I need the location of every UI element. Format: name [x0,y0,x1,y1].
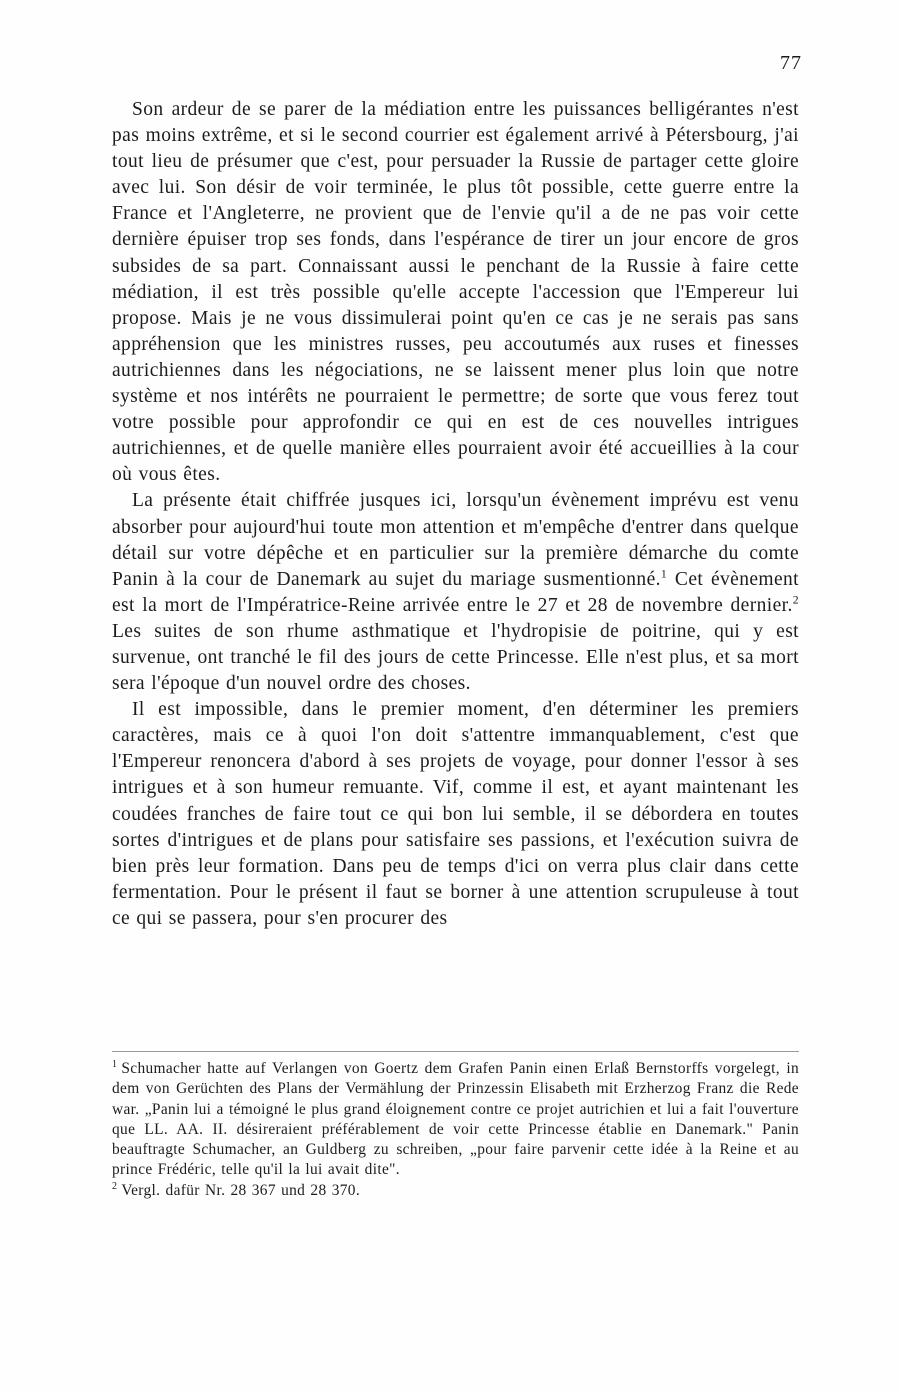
footnote-divider [112,1051,799,1052]
footnote-1-mark: 1 [112,1058,118,1070]
paragraph-2-part-b: Cet évènement est la mort de l'Impératrice-Reine arrivée entre le 27 et 28 de novembre dernier. [112,568,799,616]
paragraph-2-part-c: Les suites de son rhume asthmatique et l'hydropisie de poitrine, qui y est survenue, ont tranché le fil des jours de cette Princesse. Elle n'est plus, et sa mort sera l'époque d'un nouvel ordre des choses. [112,620,799,695]
footnote-2-text: Vergl. dafür Nr. 28 367 und 28 370. [121,1181,361,1199]
main-text [112,97,799,932]
footnote-ref-2: 2 [792,593,799,607]
page-number: 77 [780,52,802,74]
footnote-2-mark: 2 [112,1180,118,1192]
paragraph-1: Son ardeur de se parer de la médiation entre les puissances belligérantes n'est pas moins extrême, et si le second courrier est également arrivé à Pétersbourg, j'ai tout lieu de présumer que c'est, pour persuader la Russie de partager cette gloire avec lui. Son désir de voir terminée, le plus tôt possible, cette guerre entre la France et l'Angleterre, ne provient que de l'envie qu'il a de ne pas voir cette dernière épuiser trop ses fonds, dans l'espérance de tirer un jour encore de gros subsides de sa part. Connaissant aussi le penchant de la Russie à faire cette médiation, il est très possible qu'elle accepte l'accession que l'Empereur lui propose. Mais je ne vous dissimulerai point qu'en ce cas je ne serais pas sans appréhension que les ministres russes, peu accoutumés aux ruses et finesses autrichiennes dans les négociations, ne se laissent mener plus loin que notre système et nos intérêts ne pourraient le permettre; de sorte que vous ferez tout votre possible pour approfondir ce qui en est de ces nouvelles intrigues autrichiennes, et de quelle manière elles pourraient avoir été accueillies à la cour où vous êtes. [112,99,799,486]
paragraph-2 [112,488,799,697]
footnotes [112,1059,799,1201]
footnote-ref-1: 1 [660,567,668,581]
paragraph-3: Il est impossible, dans le premier moment, d'en déterminer les premiers caractères, mais ce à quoi l'on doit s'attentre immanquablement, c'est que l'Empereur renoncera d'abord à ses projets de voyage, pour donner l'essor à ses intrigues et à son humeur remuante. Vif, comme il est, et ayant maintenant les coudées franches de faire tout ce qui bon lui semble, il se débordera en toutes sortes d'intrigues et de plans pour satisfaire ses passions, et l'exécution suivra de bien près leur formation. Dans peu de temps d'ici on verra plus clair dans cette fermentation. Pour le présent il faut se borner à une attention scrupuleuse à tout ce qui se passera, pour s'en procurer des [112,699,799,929]
paragraph-2-part-a: La présente était chiffrée jusques ici, lorsqu'un évènement imprévu est venu absorber pour aujourd'hui toute mon attention et m'empêche d'entrer dans quelque détail sur votre dépêche et en particulier sur la première démarche du comte Panin à la cour de Danemark au sujet du mariage susmentionné. [112,490,799,590]
footnote-1-text: Schumacher hatte auf Verlangen von Goertz dem Grafen Panin einen Erlaß Bernstorffs vorgelegt, in dem von Gerüchten des Plans der Vermählung der Prinzessin Elisabeth mit Erzherzog Franz die Rede war. „Panin lui a témoigné le plus grand éloignement contre ce projet autrichien et lui a fait l'ouverture que LL. AA. II. désireraient préférablement de voir cette Princesse établie en Danemark." Panin beauftragte Schumacher, an Guldberg zu schreiben, „pour faire parvenir cette idée à la Reine et au prince Frédéric, telle qu'il la lui avait dite". [112,1060,799,1179]
footnote-1 [112,1059,799,1181]
footnote-2 [112,1181,799,1201]
